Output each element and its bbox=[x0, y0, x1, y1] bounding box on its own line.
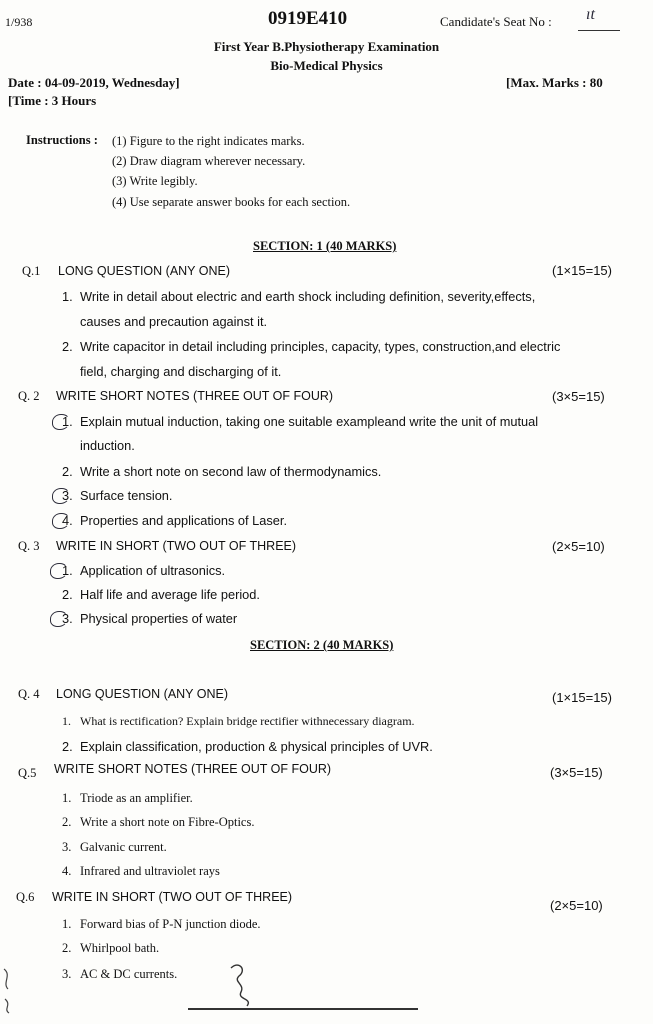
q6-item-3 bbox=[62, 962, 177, 986]
q1-item-2 bbox=[62, 335, 560, 359]
item-text: Write a short note on second law of thermodynamics. bbox=[80, 464, 382, 479]
q2-item-1-cont: induction. bbox=[80, 438, 135, 453]
item-text: Forward bias of P-N junction diode. bbox=[80, 917, 261, 931]
q4-item-2 bbox=[62, 735, 433, 759]
section-1-title: SECTION: 1 (40 MARKS) bbox=[253, 239, 397, 253]
q5-item-1 bbox=[62, 786, 193, 810]
item-text: Application of ultrasonics. bbox=[80, 563, 226, 578]
q2-item-1 bbox=[62, 410, 538, 434]
instruction-item: (3) Write legibly. bbox=[112, 174, 198, 188]
q6-item-2 bbox=[62, 936, 159, 960]
item-text: Triode as an amplifier. bbox=[80, 791, 193, 805]
max-marks: [Max. Marks : 80 bbox=[506, 75, 603, 90]
item-number: 3. bbox=[62, 967, 72, 981]
item-number: 3. bbox=[62, 840, 72, 854]
item-number: 2. bbox=[62, 739, 73, 754]
item-text: Whirlpool bath. bbox=[80, 941, 160, 955]
q2-marks: (3×5=15) bbox=[552, 389, 605, 404]
q1-item-1-cont: causes and precaution against it. bbox=[80, 314, 268, 329]
seat-line bbox=[578, 30, 620, 31]
q2-item-4 bbox=[62, 509, 287, 533]
item-number: 1. bbox=[62, 289, 73, 304]
item-text: Half life and average life period. bbox=[80, 587, 260, 602]
item-number: 1. bbox=[62, 791, 72, 805]
page-ref: 1/938 bbox=[5, 15, 33, 29]
q1-marks: (1×15=15) bbox=[552, 263, 612, 278]
q4-item-1 bbox=[62, 709, 415, 733]
q3-item-3 bbox=[62, 607, 237, 631]
item-text: Write in detail about electric and earth shock including definition, severity,effects, bbox=[80, 289, 536, 304]
exam-title: First Year B.Physiotherapy Examination bbox=[213, 39, 440, 54]
item-text: Write a short note on Fibre-Optics. bbox=[80, 815, 255, 829]
q6-number: Q.6 bbox=[16, 890, 35, 904]
section-2-title: SECTION: 2 (40 MARKS) bbox=[250, 638, 394, 652]
pen-scribble bbox=[225, 958, 265, 1008]
q6-marks: (2×5=10) bbox=[550, 898, 603, 913]
instruction-item: (4) Use separate answer books for each section. bbox=[112, 195, 351, 209]
item-text: Explain classification, production & physical principles of UVR. bbox=[80, 739, 433, 754]
item-text: Explain mutual induction, taking one suitable exampleand write the unit of mutual bbox=[80, 414, 539, 429]
item-text: Physical properties of water bbox=[80, 611, 238, 626]
q1-number: Q.1 bbox=[22, 264, 41, 278]
subject-title: Bio-Medical Physics bbox=[270, 58, 383, 73]
end-of-paper-line bbox=[188, 1008, 418, 1010]
q2-item-2 bbox=[62, 460, 381, 484]
item-text: Galvanic current. bbox=[80, 840, 167, 854]
item-number: 2. bbox=[62, 941, 72, 955]
q4-marks: (1×15=15) bbox=[552, 690, 612, 705]
pen-margin-mark bbox=[0, 965, 16, 1015]
exam-date: Date : 04-09-2019, Wednesday] bbox=[8, 75, 180, 90]
item-text: Infrared and ultraviolet rays bbox=[80, 864, 220, 878]
item-number: 3. bbox=[62, 611, 73, 626]
item-text: AC & DC currents. bbox=[80, 967, 178, 981]
q2-number: Q. 2 bbox=[18, 389, 40, 403]
q5-marks: (3×5=15) bbox=[550, 765, 603, 780]
item-number: 1. bbox=[62, 414, 73, 429]
q1-item-1 bbox=[62, 285, 535, 309]
q5-item-3 bbox=[62, 835, 167, 859]
seat-label: Candidate's Seat No : bbox=[440, 14, 552, 29]
q1-heading: LONG QUESTION (ANY ONE) bbox=[58, 264, 231, 278]
q4-heading: LONG QUESTION (ANY ONE) bbox=[56, 687, 229, 701]
q3-marks: (2×5=10) bbox=[552, 539, 605, 554]
q2-item-3 bbox=[62, 484, 172, 508]
item-number: 1. bbox=[62, 563, 73, 578]
item-number: 2. bbox=[62, 587, 73, 602]
q4-number: Q. 4 bbox=[18, 687, 40, 701]
q1-item-2-cont: field, charging and discharging of it. bbox=[80, 364, 282, 379]
q5-item-2 bbox=[62, 810, 254, 834]
q5-number: Q.5 bbox=[18, 766, 37, 780]
q6-item-1 bbox=[62, 912, 261, 936]
instruction-item: (1) Figure to the right indicates marks. bbox=[112, 134, 305, 148]
item-number: 1. bbox=[62, 917, 72, 931]
item-text: What is rectification? Explain bridge rectifier withnecessary diagram. bbox=[80, 714, 415, 728]
item-number: 2. bbox=[62, 815, 72, 829]
item-number: 4. bbox=[62, 513, 73, 528]
q5-item-4 bbox=[62, 859, 220, 883]
item-number: 3. bbox=[62, 488, 73, 503]
item-number: 4. bbox=[62, 864, 72, 878]
instructions-label: Instructions : bbox=[26, 133, 98, 147]
paper-code: 0919E410 bbox=[268, 8, 348, 29]
exam-time: [Time : 3 Hours bbox=[8, 93, 97, 108]
item-text: Properties and applications of Laser. bbox=[80, 513, 288, 528]
q6-heading: WRITE IN SHORT (TWO OUT OF THREE) bbox=[52, 890, 293, 904]
item-number: 2. bbox=[62, 464, 73, 479]
item-number: 1. bbox=[62, 714, 71, 728]
instruction-item: (2) Draw diagram wherever necessary. bbox=[112, 154, 306, 168]
q3-number: Q. 3 bbox=[18, 539, 40, 553]
q5-heading: WRITE SHORT NOTES (THREE OUT OF FOUR) bbox=[54, 762, 332, 776]
q2-heading: WRITE SHORT NOTES (THREE OUT OF FOUR) bbox=[56, 389, 334, 403]
q3-item-2 bbox=[62, 583, 260, 607]
q3-heading: WRITE IN SHORT (TWO OUT OF THREE) bbox=[56, 539, 297, 553]
item-text: Write capacitor in detail including principles, capacity, types, construction,and electric bbox=[80, 339, 561, 354]
item-number: 2. bbox=[62, 339, 73, 354]
seat-value: ıt bbox=[586, 6, 595, 23]
q3-item-1 bbox=[62, 559, 225, 583]
item-text: Surface tension. bbox=[80, 488, 173, 503]
